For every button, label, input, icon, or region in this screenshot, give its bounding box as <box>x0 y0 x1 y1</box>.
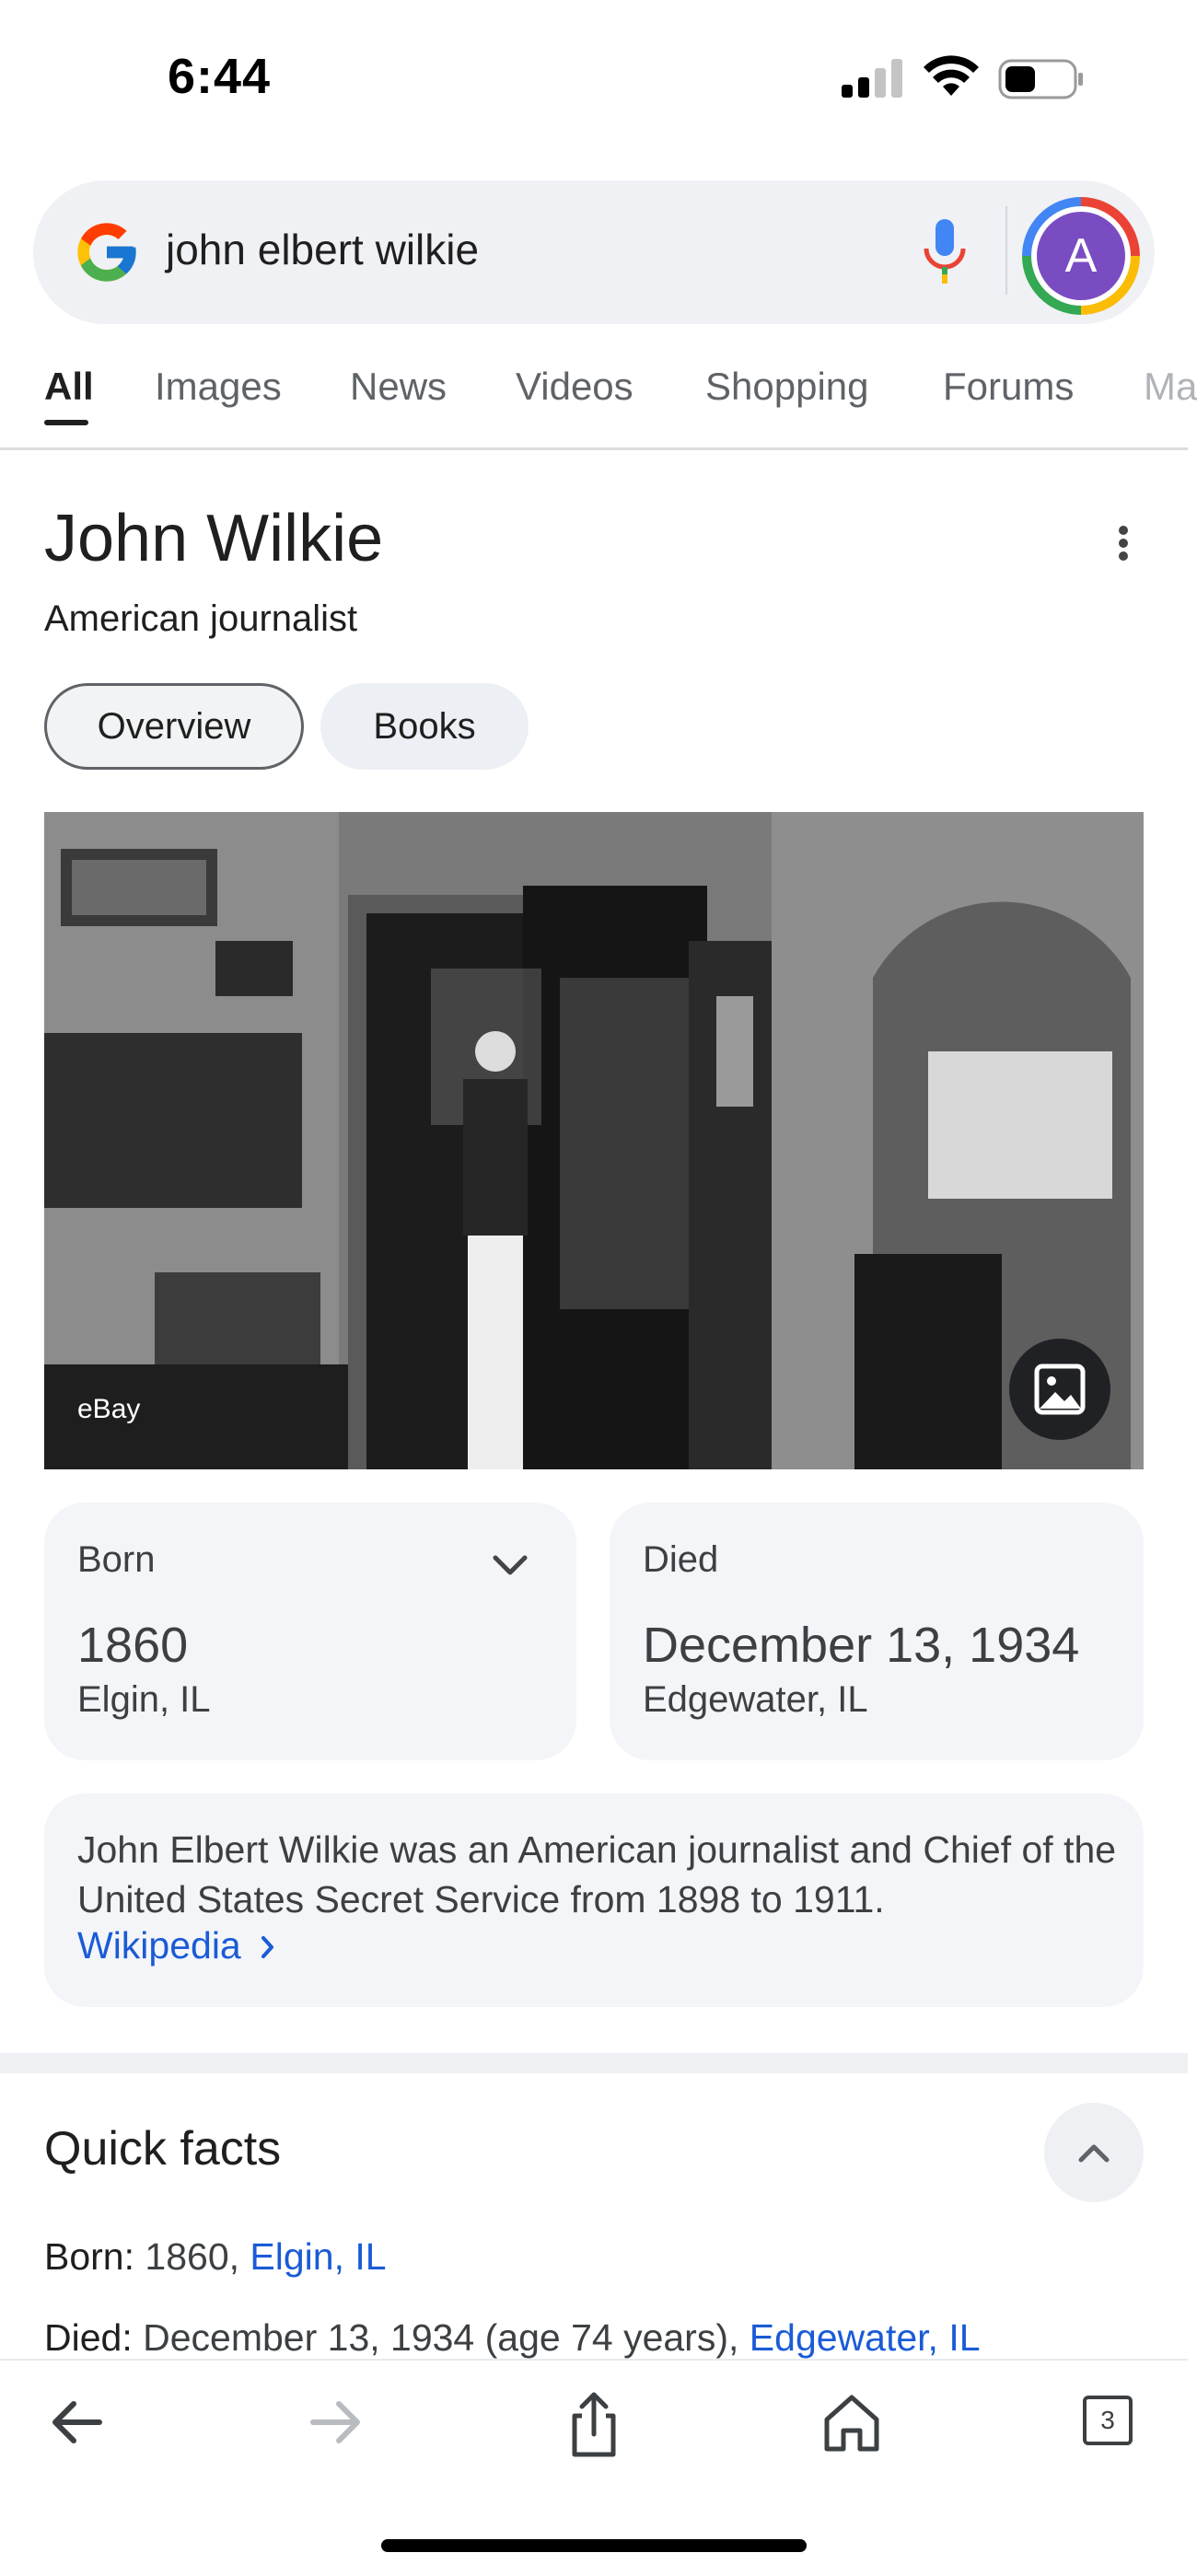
status-time: 6:44 <box>168 49 272 104</box>
page-title: John Wilkie <box>44 502 384 575</box>
entity-photo[interactable] <box>44 812 1144 1469</box>
died-card[interactable] <box>610 1503 1144 1760</box>
quick-fact-died-key: Died: <box>44 2316 133 2359</box>
died-label: Died <box>643 1539 719 1580</box>
view-images-button[interactable] <box>1009 1339 1110 1440</box>
battery-icon <box>998 59 1085 99</box>
born-year: 1860 <box>77 1618 189 1673</box>
photo-source-label: eBay <box>77 1394 141 1424</box>
share-icon[interactable] <box>562 2390 626 2460</box>
chevron-up-icon <box>1044 2103 1144 2202</box>
elgin-link[interactable]: Elgin, IL <box>250 2235 387 2278</box>
tab-more[interactable]: Ma <box>1144 365 1197 408</box>
more-options-icon[interactable] <box>1112 525 1134 562</box>
tab-forums[interactable]: Forums <box>943 365 1075 408</box>
tab-news[interactable]: News <box>350 365 447 408</box>
tab-shopping[interactable]: Shopping <box>705 365 869 408</box>
section-divider <box>0 2053 1188 2073</box>
born-place: Elgin, IL <box>77 1679 211 1720</box>
photo-illustration <box>44 812 1144 1469</box>
google-logo-icon[interactable] <box>72 217 142 287</box>
microphone-icon[interactable] <box>923 217 967 287</box>
avatar[interactable]: A <box>1037 212 1125 300</box>
tab-all[interactable]: All <box>44 365 94 408</box>
quick-fact-died <box>44 2316 981 2360</box>
image-icon <box>1009 1339 1110 1440</box>
entity-subtitle: American journalist <box>44 598 358 639</box>
born-card[interactable] <box>44 1503 576 1760</box>
active-tab-indicator <box>44 420 88 425</box>
tab-videos[interactable]: Videos <box>516 365 633 408</box>
home-indicator <box>381 2539 807 2552</box>
cellular-signal-icon <box>840 59 906 98</box>
quick-fact-born-key: Born: <box>44 2235 134 2278</box>
search-input[interactable]: john elbert wilkie <box>166 226 480 273</box>
quick-fact-born-value: 1860, <box>145 2235 240 2278</box>
quick-fact-born <box>44 2235 387 2279</box>
died-place: Edgewater, IL <box>643 1679 868 1720</box>
chevron-right-icon <box>259 1934 277 1960</box>
tabs-divider <box>0 447 1188 450</box>
edgewater-link[interactable]: Edgewater, IL <box>749 2316 981 2359</box>
home-icon[interactable] <box>819 2390 884 2454</box>
tab-images[interactable]: Images <box>155 365 282 408</box>
chip-overview[interactable]: Overview <box>44 683 304 770</box>
quick-facts-title: Quick facts <box>44 2122 282 2176</box>
born-label: Born <box>77 1539 156 1580</box>
search-bar-divider <box>1005 206 1007 295</box>
tabs-count-button[interactable]: 3 <box>1083 2396 1133 2445</box>
forward-arrow-icon[interactable] <box>302 2390 366 2454</box>
back-arrow-icon[interactable] <box>46 2390 110 2454</box>
wikipedia-link-label[interactable]: Wikipedia <box>77 1924 241 1967</box>
wifi-icon <box>923 55 980 98</box>
quick-facts-collapse-button[interactable] <box>1044 2103 1144 2202</box>
died-date: December 13, 1934 <box>643 1618 1080 1673</box>
wikipedia-link[interactable] <box>77 1924 277 1967</box>
quick-fact-died-value: December 13, 1934 (age 74 years), <box>143 2316 739 2359</box>
description-text: John Elbert Wilkie was an American journalist and Chief of the United States Secret Service from 1898 to 1911. <box>77 1828 1117 1920</box>
chevron-down-icon[interactable] <box>492 1554 529 1578</box>
chip-books[interactable]: Books <box>320 683 529 770</box>
